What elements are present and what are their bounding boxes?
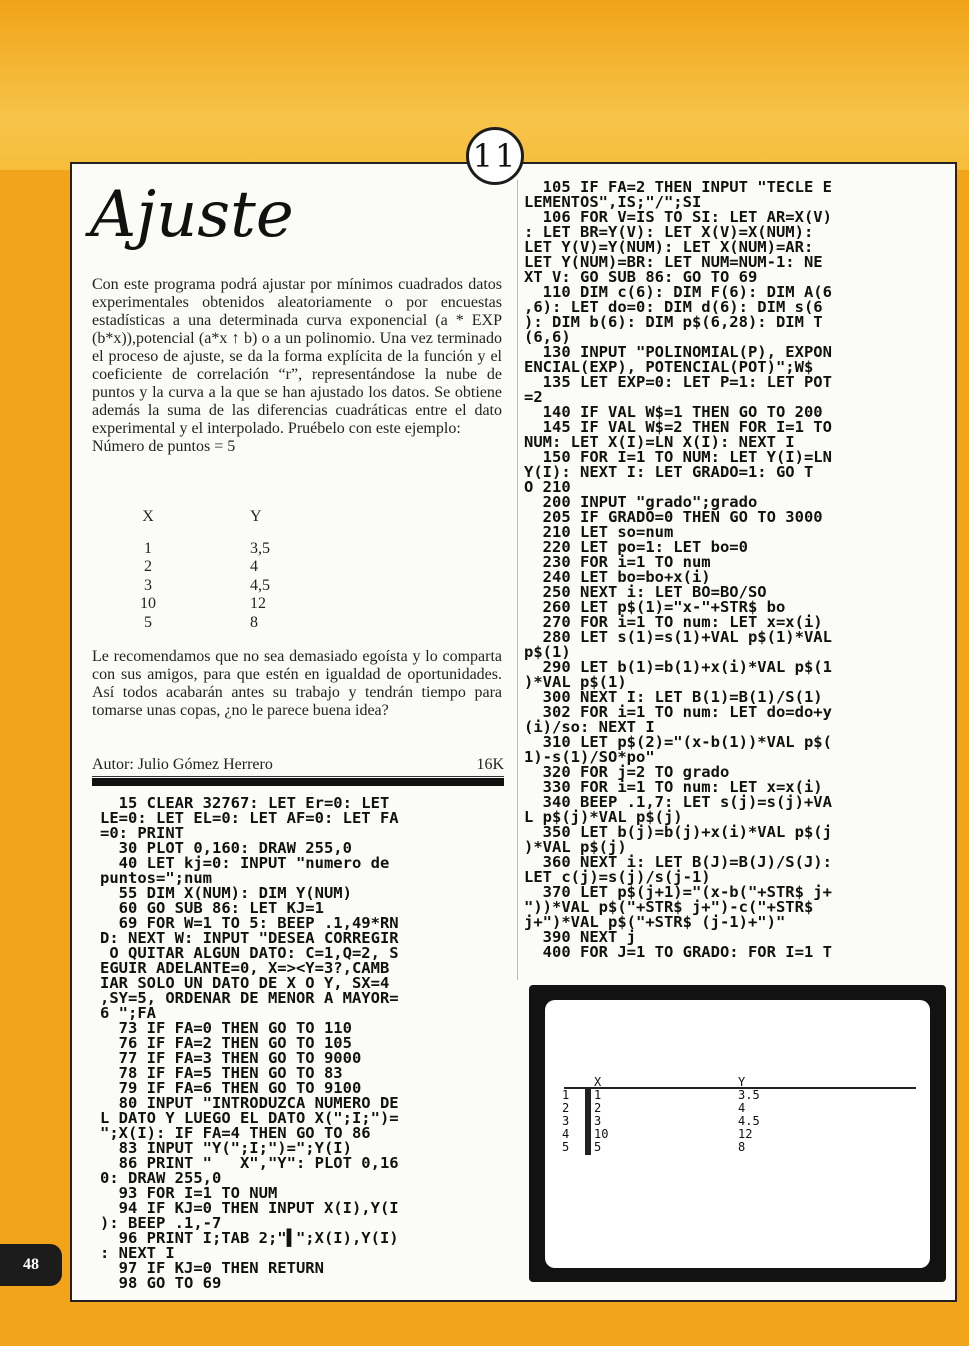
code-line: 15 CLEAR 32767: LET Er=0: LET — [100, 794, 390, 812]
code-line: L DATO Y LUEGO EL DATO X(";I;")= — [100, 1109, 399, 1127]
code-line: 80 INPUT "INTRODUZCA NUMERO DE — [100, 1094, 399, 1112]
table-y-header: Y — [250, 508, 262, 525]
code-line: 270 FOR i=1 TO num: LET x=x(i) — [524, 613, 823, 631]
code-line: ENCIAL(EXP), POTENCIAL(POT)";W$ — [524, 358, 814, 376]
code-line: LE=0: LET EL=0: LET AF=0: LET FA — [100, 809, 399, 827]
code-line: LET Y(V)=Y(NUM): LET X(NUM)=AR: — [524, 238, 814, 256]
table-cell-y: 4,5 — [250, 576, 270, 594]
code-line: 320 FOR j=2 TO grado — [524, 763, 730, 781]
screen-x-cell: 2 — [594, 1101, 602, 1115]
code-line: 150 FOR I=1 TO NUM: LET Y(I)=LN — [524, 448, 832, 466]
column-divider — [517, 180, 518, 980]
screen-index-cell: 5 — [562, 1140, 570, 1154]
code-listing-left — [100, 796, 399, 1291]
code-line: 145 IF VAL W$=2 THEN FOR I=1 TO — [524, 418, 832, 436]
code-line: 6 ";FA — [100, 1004, 156, 1022]
code-line: (i)/so: NEXT I — [524, 718, 655, 736]
table-row — [130, 577, 300, 595]
table-row — [130, 540, 300, 558]
code-listing-right — [524, 180, 832, 960]
code-line: 83 INPUT "Y(";I;")=";Y(I) — [100, 1139, 352, 1157]
code-line: p$(1) — [524, 643, 571, 661]
code-line: ): BEEP .1,-7 — [100, 1214, 222, 1232]
code-line: 302 FOR i=1 TO num: LET do=do+y — [524, 703, 832, 721]
code-line: 96 PRINT I;TAB 2;"▌";X(I),Y(I) — [100, 1229, 399, 1247]
screen-x-cell: 1 — [594, 1088, 602, 1102]
table-cell-y: 8 — [250, 613, 258, 631]
article-title: Ajuste — [90, 178, 294, 252]
code-line: 350 LET b(j)=b(j)+x(i)*VAL p$(j — [524, 823, 832, 841]
code-line: 400 FOR J=1 TO GRADO: FOR I=1 T — [524, 943, 832, 961]
code-line: L p$(j)*VAL p$(j) — [524, 808, 683, 826]
code-line: 69 FOR W=1 TO 5: BEEP .1,49*RN — [100, 914, 399, 932]
code-line: "))*VAL p$("+STR$ j+")-c("+STR$ — [524, 898, 814, 916]
code-line: 110 DIM c(6): DIM F(6): DIM A(6 — [524, 283, 832, 301]
code-line: ): DIM b(6): DIM p$(6,28): DIM T — [524, 313, 823, 331]
screen-y-header: Y — [738, 1075, 746, 1089]
table-cell-x: 5 — [144, 613, 152, 631]
screen-x-column — [594, 1089, 608, 1154]
screen-x-cell: 5 — [594, 1140, 602, 1154]
code-line: 78 IF FA=5 THEN GO TO 83 — [100, 1064, 343, 1082]
table-cell-y: 12 — [250, 595, 266, 613]
author-line — [92, 756, 504, 777]
code-line: )*VAL p$(j) — [524, 838, 627, 856]
code-line: 76 IF FA=2 THEN GO TO 105 — [100, 1034, 352, 1052]
code-line: 205 IF GRADO=0 THEN GO TO 3000 — [524, 508, 823, 526]
author-name: Autor: Julio Gómez Herrero — [92, 756, 273, 773]
code-line: 140 IF VAL W$=1 THEN GO TO 200 — [524, 403, 823, 421]
code-line: 130 INPUT "POLINOMIAL(P), EXPON — [524, 343, 832, 361]
screen-y-column — [738, 1089, 760, 1154]
intro-text — [92, 276, 502, 456]
code-line: 390 NEXT j — [524, 928, 636, 946]
code-line: 300 NEXT I: LET B(1)=B(1)/S(1) — [524, 688, 823, 706]
code-line: 40 LET kj=0: INPUT "numero de — [100, 854, 390, 872]
code-line: 0: DRAW 255,0 — [100, 1169, 222, 1187]
screen-y-cell: 4.5 — [738, 1114, 760, 1128]
table-row — [130, 595, 300, 613]
screen-y-cell: 12 — [738, 1127, 753, 1141]
screen-x-cell: 3 — [594, 1114, 602, 1128]
program-number-badge: 11 — [466, 127, 524, 185]
code-line: 290 LET b(1)=b(1)+x(i)*VAL p$(1 — [524, 658, 832, 676]
code-line: 135 LET EXP=0: LET P=1: LET POT — [524, 373, 832, 391]
code-line: 55 DIM X(NUM): DIM Y(NUM) — [100, 884, 352, 902]
code-line: 105 IF FA=2 THEN INPUT "TECLE E — [524, 178, 832, 196]
code-line: puntos=";num — [100, 869, 212, 887]
screen-y-cell: 8 — [738, 1140, 746, 1154]
code-line: ,SY=5, ORDENAR DE MENOR A MAYOR= — [100, 989, 399, 1007]
code-line: 106 FOR V=IS TO SI: LET AR=X(V) — [524, 208, 832, 226]
table-cell-y: 3,5 — [250, 540, 270, 557]
code-line: 340 BEEP .1,7: LET s(j)=s(j)+VA — [524, 793, 832, 811]
code-line: 230 FOR i=1 TO num — [524, 553, 711, 571]
code-line: 30 PLOT 0,160: DRAW 255,0 — [100, 839, 352, 857]
screen-index-cell: 2 — [562, 1101, 570, 1115]
code-line: 280 LET s(1)=s(1)+VAL p$(1)*VAL — [524, 628, 832, 646]
code-line: 98 GO TO 69 — [100, 1274, 222, 1292]
code-line: 94 IF KJ=0 THEN INPUT X(I),Y(I — [100, 1199, 399, 1217]
outro-text: Le recomendamos que no sea demasiado egoísta y lo comparta con sus amigos, para que estén en igualdad de oportunidades. Así todos acabarán antes su trabajo y tendrán tiempo para tomarse unas copas, ¿no le parece buena idea? — [92, 648, 502, 719]
code-line: =2 — [524, 388, 543, 406]
table-cell-x: 1 — [144, 540, 152, 557]
screen-y-cell: 3.5 — [738, 1088, 760, 1102]
code-line: 240 LET bo=bo+x(i) — [524, 568, 711, 586]
screen-x-header: X — [594, 1075, 602, 1089]
code-line: IAR SOLO UN DATO DE X O Y, SX=4 — [100, 974, 390, 992]
code-line: EGUIR ADELANTE=0, X=><Y=3?,CAMB — [100, 959, 390, 977]
code-line: LEMENTOS",IS;"/";SI — [524, 193, 702, 211]
table-cell-x: 2 — [144, 558, 152, 576]
code-line: 210 LET so=num — [524, 523, 674, 541]
code-line: 73 IF FA=0 THEN GO TO 110 — [100, 1019, 352, 1037]
example-data-table — [130, 508, 300, 632]
code-line: 1)-s(1)/SO*po" — [524, 748, 655, 766]
code-line: (6,6) — [524, 328, 571, 346]
screen-index-cell: 1 — [562, 1088, 570, 1102]
code-line: 310 LET p$(2)="(x-b(1))*VAL p$( — [524, 733, 832, 751]
code-line: 220 LET po=1: LET bo=0 — [524, 538, 748, 556]
screen-y-cell: 4 — [738, 1101, 746, 1115]
intro-paragraph: Con este programa podrá ajustar por mínimos cuadrados datos experimentales obtenidos aleatoriamente o por encuestas estadísticas a una determinada curva exponencial (a * EXP (b*x)),potencial (a*x ↑ b) o a un polinomio. Una vez terminado el proceso de ajuste, se da la forma explícita de la función y el coeficiente de correlación “r”, representándose la nube de puntos y la curva a la que se han ajustado los datos. Se obtiene además la suma de las diferencias cuadráticas entre el dato experimental y el interpolado. Pruébelo con este ejemplo: — [92, 276, 502, 437]
screen-separator-bar — [585, 1089, 591, 1155]
code-line: 360 NEXT i: LET B(J)=B(J)/S(J): — [524, 853, 832, 871]
screen-x-cell: 10 — [594, 1127, 609, 1141]
code-line: O QUITAR ALGUN DATO: C=1,Q=2, S — [100, 944, 399, 962]
code-line: 79 IF FA=6 THEN GO TO 9100 — [100, 1079, 362, 1097]
code-line: 260 LET p$(1)="x-"+STR$ bo — [524, 598, 786, 616]
screen-index-column — [562, 1089, 569, 1154]
code-line: 86 PRINT " X","Y": PLOT 0,16 — [100, 1154, 399, 1172]
code-line: 200 INPUT "grado";grado — [524, 493, 758, 511]
code-line: 93 FOR I=1 TO NUM — [100, 1184, 278, 1202]
table-x-header: X — [142, 508, 154, 525]
code-line: 77 IF FA=3 THEN GO TO 9000 — [100, 1049, 362, 1067]
code-line: XT V: GO SUB 86: GO TO 69 — [524, 268, 758, 286]
code-line: 97 IF KJ=0 THEN RETURN — [100, 1259, 324, 1277]
table-cell-y: 4 — [250, 558, 258, 576]
code-line: ,6): LET do=0: DIM d(6): DIM s(6 — [524, 298, 823, 316]
code-line: 60 GO SUB 86: LET KJ=1 — [100, 899, 324, 917]
table-cell-x: 3 — [144, 576, 152, 594]
screen-index-cell: 4 — [562, 1127, 570, 1141]
code-line: O 210 — [524, 478, 571, 496]
section-rule — [92, 778, 504, 786]
code-line: 370 LET p$(j+1)="(x-b("+STR$ j+ — [524, 883, 832, 901]
code-line: )*VAL p$(1) — [524, 673, 627, 691]
memory-requirement: 16K — [476, 756, 504, 773]
screen-index-cell: 3 — [562, 1114, 570, 1128]
code-line: LET c(j)=s(j)/s(j-1) — [524, 868, 711, 886]
code-line: j+")*VAL p$("+STR$ (j-1)+")" — [524, 913, 786, 931]
table-row — [130, 558, 300, 576]
points-label: Número de puntos = 5 — [92, 438, 236, 455]
code-line: NUM: LET X(I)=LN X(I): NEXT I — [524, 433, 795, 451]
table-cell-x: 10 — [140, 595, 156, 613]
table-header — [130, 508, 300, 526]
code-line: =0: PRINT — [100, 824, 184, 842]
code-line: LET Y(NUM)=BR: LET NUM=NUM-1: NE — [524, 253, 823, 271]
code-line: ";X(I): IF FA=4 THEN GO TO 86 — [100, 1124, 371, 1142]
page-number: 48 — [0, 1244, 62, 1286]
code-line: 330 FOR i=1 TO num: LET x=x(i) — [524, 778, 823, 796]
code-line: Y(I): NEXT I: LET GRADO=1: GO T — [524, 463, 814, 481]
code-line: 250 NEXT i: LET BO=BO/SO — [524, 583, 767, 601]
code-line: : NEXT I — [100, 1244, 175, 1262]
code-line: : LET BR=Y(V): LET X(V)=X(NUM): — [524, 223, 814, 241]
table-row — [130, 614, 300, 632]
code-line: D: NEXT W: INPUT "DESEA CORREGIR — [100, 929, 399, 947]
